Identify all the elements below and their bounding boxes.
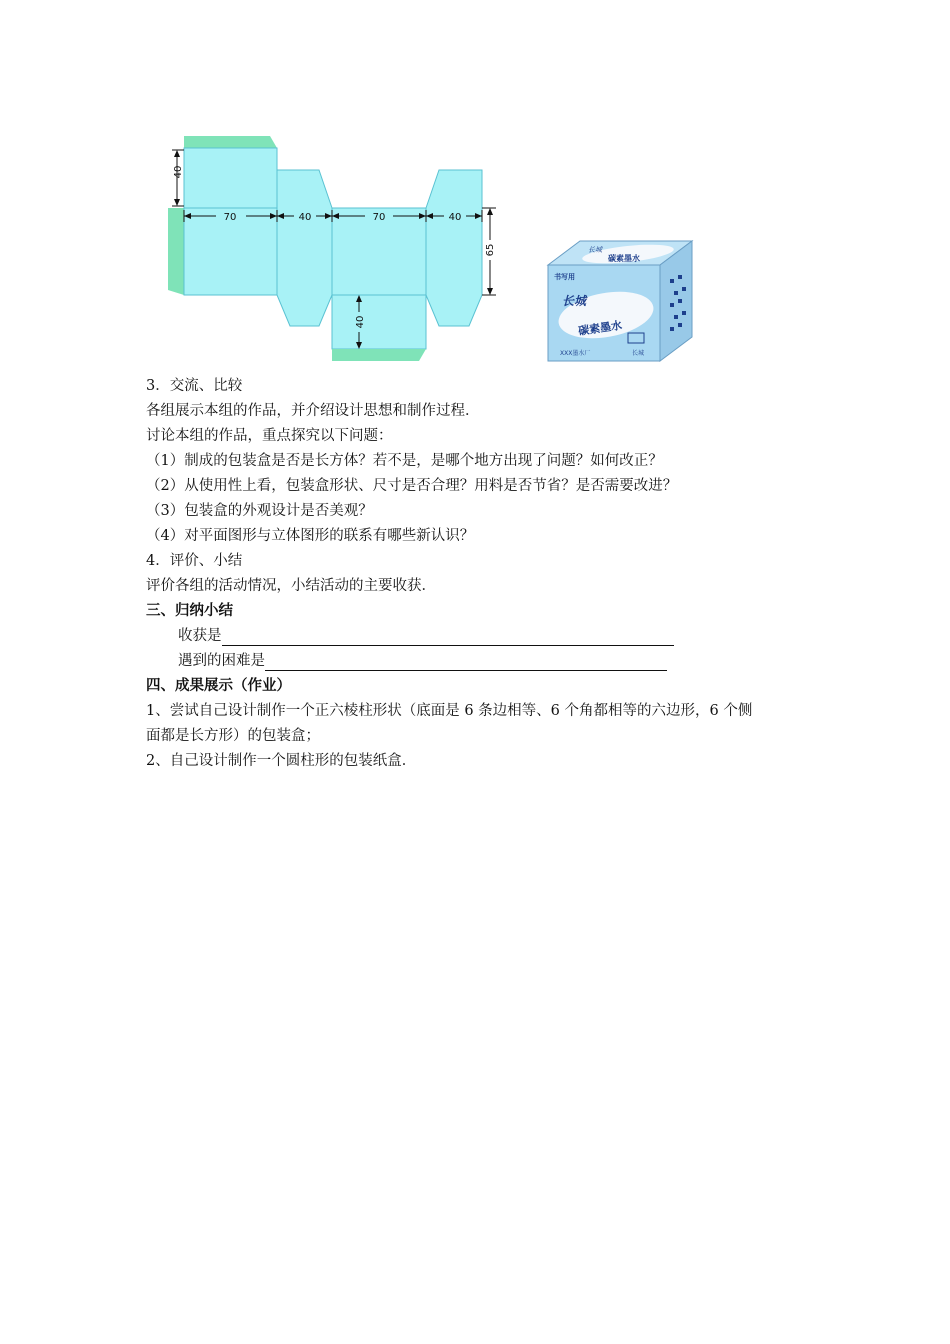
net-bottom-face bbox=[332, 295, 426, 349]
box-top-text-2: 碳素墨水 bbox=[608, 254, 640, 263]
difficulty-label: 遇到的困难是 bbox=[178, 653, 265, 669]
difficulty-blank[interactable] bbox=[265, 653, 667, 671]
difficulty-row bbox=[178, 651, 667, 671]
section3-question-2: （2）从使用性上看，包装盒形状、尺寸是否合理？用料是否节省？是否需要改进？ bbox=[146, 478, 678, 494]
box-front-product: 碳素墨水 bbox=[577, 318, 623, 338]
dim-w2-label: 40 bbox=[298, 212, 312, 223]
dim-w4-label: 40 bbox=[448, 212, 462, 223]
net-top-flap bbox=[184, 136, 277, 148]
summary-heading: 三、归纳小结 bbox=[146, 603, 233, 619]
section3-heading: 3．交流、比较 bbox=[146, 378, 243, 394]
dim-w1-label: 70 bbox=[223, 212, 237, 223]
homework-item-1-line-1: 1、尝试自己设计制作一个正六棱柱形状（底面是 6 条边相等、6 个角都相等的六边形，6 个侧 bbox=[146, 703, 753, 719]
gain-row bbox=[178, 626, 674, 646]
box-front-logo: 长城 bbox=[632, 350, 645, 357]
section3-question-1: （1）制成的包装盒是否是长方体？若不是，是哪个地方出现了问题？如何改正？ bbox=[146, 453, 663, 469]
box-front-brand: 长城 bbox=[562, 294, 587, 308]
homework-item-1-line-2: 面都是长方形）的包装盒； bbox=[146, 728, 320, 744]
section3-paragraph-2: 讨论本组的作品，重点探究以下问题： bbox=[146, 428, 393, 444]
net-left-flap bbox=[168, 208, 184, 295]
section3-question-3: （3）包装盒的外观设计是否美观？ bbox=[146, 503, 373, 519]
section4-paragraph: 评价各组的活动情况，小结活动的主要收获． bbox=[146, 578, 436, 594]
net-side-face-right bbox=[426, 170, 482, 326]
dim-top-flap-label: 40 bbox=[173, 165, 184, 179]
box-net-diagram bbox=[160, 130, 500, 366]
gain-label: 收获是 bbox=[178, 628, 222, 644]
section4-heading: 4．评价、小结 bbox=[146, 553, 243, 569]
gain-blank[interactable] bbox=[222, 628, 674, 646]
box-top-text-1: 长城 bbox=[588, 246, 602, 254]
homework-heading: 四、成果展示（作业） bbox=[146, 678, 291, 694]
homework-item-2: 2、自己设计制作一个圆柱形的包装纸盒． bbox=[146, 753, 417, 769]
section3-question-4: （4）对平面图形与立体图形的联系有哪些新认识？ bbox=[146, 528, 475, 544]
net-side-face-left bbox=[277, 170, 332, 326]
ink-box-illustration bbox=[540, 235, 700, 365]
net-bottom-flap bbox=[332, 349, 426, 361]
box-front-label: 书写用 bbox=[554, 273, 575, 281]
dim-bottom-flap-label: 40 bbox=[355, 315, 366, 329]
dim-w3-label: 70 bbox=[372, 212, 386, 223]
box-front-footer: XXX墨水厂 bbox=[560, 350, 591, 357]
section3-paragraph-1: 各组展示本组的作品，并介绍设计思想和制作过程． bbox=[146, 403, 480, 419]
net-top-face bbox=[184, 148, 277, 208]
dim-height-label: 65 bbox=[485, 243, 496, 257]
